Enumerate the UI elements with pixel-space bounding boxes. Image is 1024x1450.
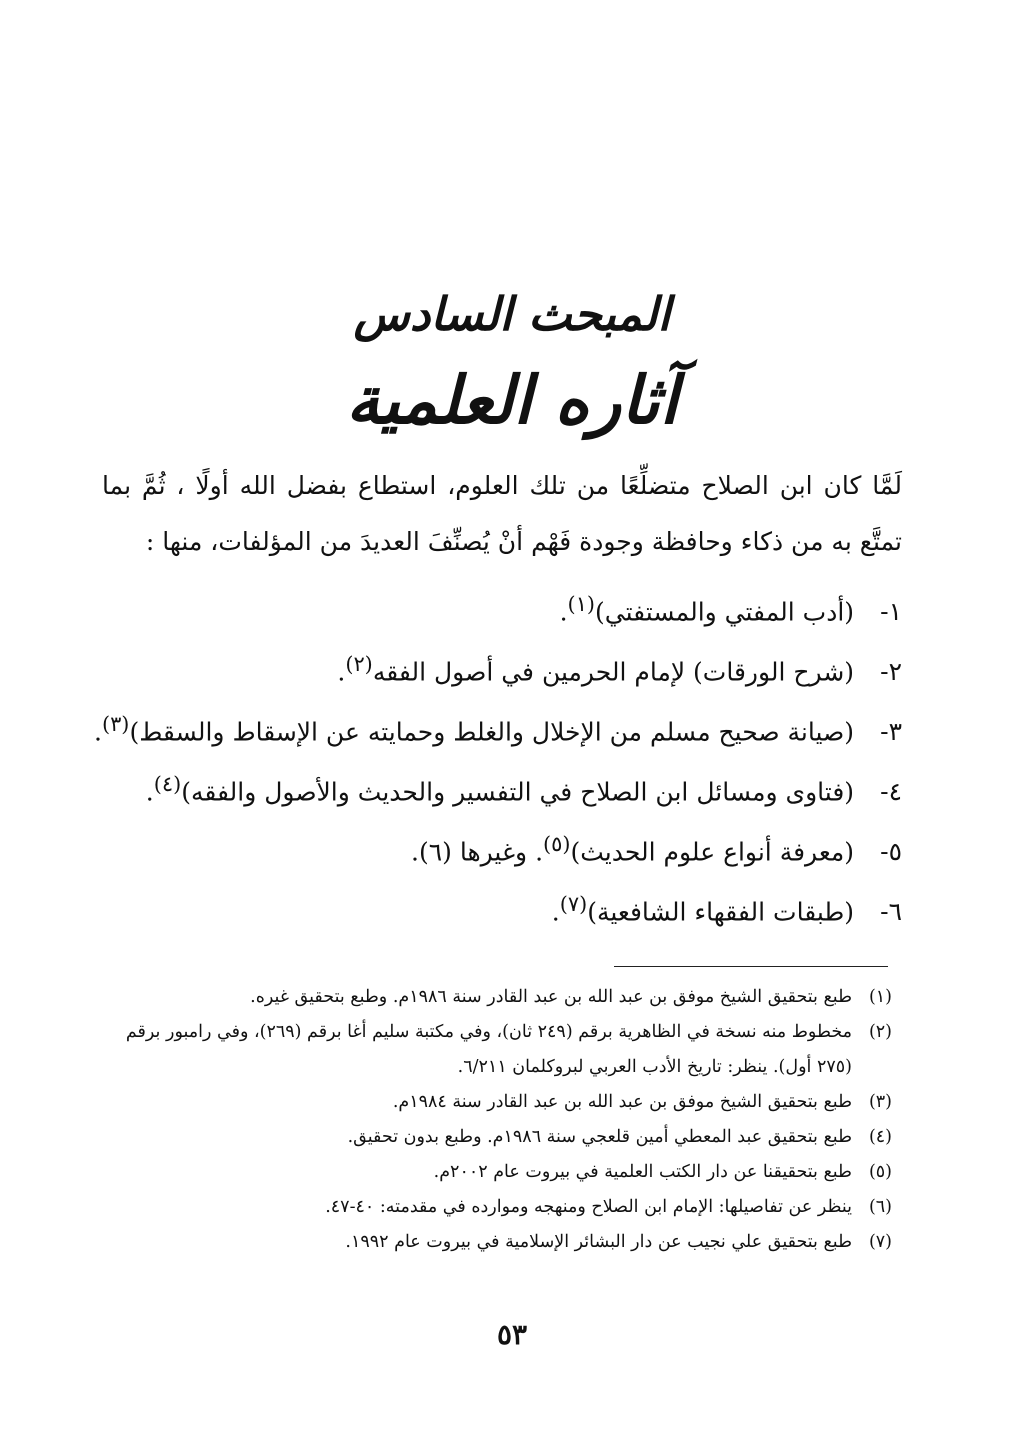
footnote-ref: (٢) (345, 652, 373, 676)
footnote-text: طبع بتحقيق الشيخ موفق بن عبد الله بن عبد القادر سنة ١٩٨٤م. (392, 1092, 852, 1112)
footnote-ref: (٥) (543, 832, 571, 856)
footnotes-list (100, 980, 892, 1260)
chapter-title: آثاره العلمية (346, 361, 678, 439)
footnote-number: (٧) (868, 1232, 892, 1252)
footnote-text: ينظر عن تفاصيلها: الإمام ابن الصلاح ومنهجه وموارده في مقدمته: ٤٠-٤٧. (325, 1197, 852, 1217)
work-item (94, 694, 902, 754)
footnote (100, 1120, 892, 1155)
work-tail: . (559, 597, 568, 627)
footnote-text: طبع بتحقيق عبد المعطي أمين قلعجي سنة ١٩٨٦م. وطبع بدون تحقيق. (347, 1127, 852, 1147)
footnote-text: طبع بتحقيق علي نجيب عن دار البشائر الإسلامية في بيروت عام ١٩٩٢. (345, 1232, 852, 1252)
footnote-number: (٢) (868, 1022, 892, 1042)
work-tail: . (145, 777, 154, 807)
page-number: ٥٣ (496, 1318, 528, 1351)
work-title: (طبقات الفقهاء الشافعية) (587, 897, 855, 927)
footnote-text: مخطوط منه نسخة في الظاهرية برقم (٢٤٩ ثان)، وفي مكتبة سليم أغا برقم (٢٦٩)، وفي رامبور برقم (٢٧٥ أول). ينظر: تاريخ الأدب العربي لبروكلمان ٦/٢١١. (125, 1022, 852, 1077)
footnote (100, 1225, 892, 1260)
intro-paragraph: لَمَّا كان ابن الصلاح متضلِّعًا من تلك العلوم، استطاع بفضل الله أولًا ، ثُمَّ بما تمتَّع به من ذكاء وحافظة وجودة فَهْم أنْ يُصنِّفَ العديدَ من المؤلفات، منها : (102, 471, 902, 556)
work-title: (أدب المفتي والمستفتي) (595, 597, 855, 627)
footnote-text: طبع بتحقيقنا عن دار الكتب العلمية في بيروت عام ٢٠٠٢م. (433, 1162, 852, 1182)
footnote (100, 1085, 892, 1120)
footnote-number: (١) (868, 987, 892, 1007)
footnote-number: (٦) (868, 1197, 892, 1217)
work-number: ٤- (880, 777, 902, 807)
footnote-ref: (١) (567, 592, 596, 616)
footnote (100, 1155, 892, 1190)
footnote-text: طبع بتحقيق الشيخ موفق بن عبد الله بن عبد القادر سنة ١٩٨٦م. وطبع بتحقيق غيره. (250, 987, 852, 1007)
footnote-number: (٣) (868, 1092, 892, 1112)
work-title: (شرح الورقات) لإمام الحرمين في أصول الفقه (372, 657, 855, 687)
work-title: (صيانة صحيح مسلم من الإخلال والغلط وحمايته عن الإسقاط والسقط) (129, 717, 855, 747)
work-number: ١- (880, 597, 902, 627)
footnote-number: (٤) (868, 1127, 892, 1147)
work-tail: . (337, 657, 346, 687)
footnote-divider (614, 966, 888, 967)
footnote-ref: (٤) (153, 772, 182, 796)
footnote (100, 1015, 892, 1085)
work-title: (فتاوى ومسائل ابن الصلاح في التفسير والحديث والأصول والفقه) (181, 777, 855, 807)
work-number: ٦- (880, 897, 902, 927)
footnote (100, 1190, 892, 1225)
work-item (102, 874, 902, 934)
work-number: ٥- (880, 837, 902, 867)
footnote-number: (٥) (868, 1162, 892, 1182)
work-item (102, 814, 902, 874)
work-number: ٣- (880, 717, 902, 747)
work-title: (معرفة أنواع علوم الحديث) (570, 837, 855, 867)
work-item (102, 574, 902, 634)
works-list (94, 574, 902, 934)
work-tail: . (551, 897, 560, 927)
footnote-ref: (٧) (559, 892, 588, 916)
footnote-ref: (٣) (101, 712, 130, 736)
work-tail: . (94, 717, 102, 747)
footnote (100, 980, 892, 1015)
section-heading: المبحث السادس (353, 287, 671, 341)
work-number: ٢- (880, 657, 902, 687)
work-tail: . وغيرها (٦). (411, 837, 544, 867)
work-item (102, 754, 902, 814)
work-item (102, 634, 902, 694)
